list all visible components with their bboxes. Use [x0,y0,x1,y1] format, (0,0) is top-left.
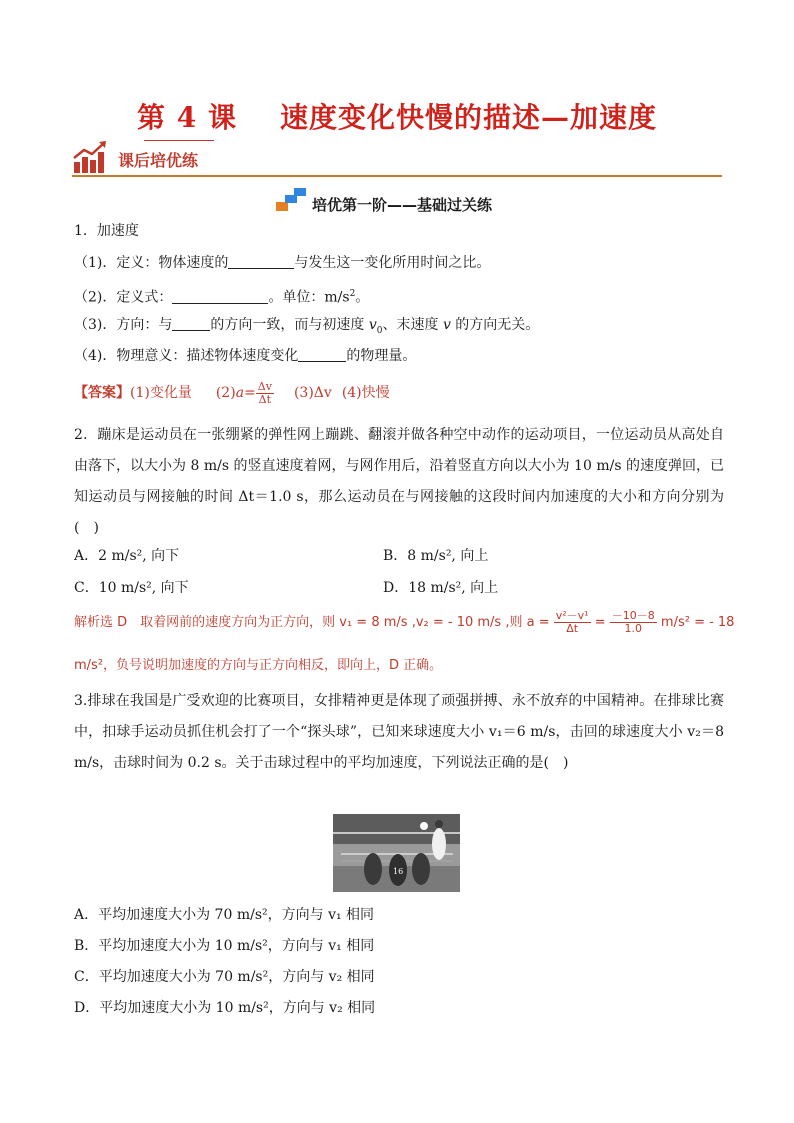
q2-stem: 2．蹦床是运动员在一张绷紧的弹性网上蹦跳、翻滚并做各种空中动作的运动项目，一位运动员从高处自由落下，以大小为 8 m/s 的竖直速度着网，与网作用后，沿着竖直方向以大小为 10 m/s 的速度弹回，已知运动员与网接触的时间 Δt＝1.0 s，那么运动员在与网接触的这段时间内加速度的大小和方向分别为( ) [74,427,724,536]
q3-option-b: B．平均加速度大小为 10 m/s²，方向与 v₁ 相同 [74,938,375,954]
q3-option-a: A．平均加速度大小为 70 m/s²，方向与 v₁ 相同 [74,907,375,923]
q3-stem: 3.排球在我国是广受欢迎的比赛项目，女排精神更是体现了顽强拼搏、永不放弃的中国精神。在排球比赛中，扣球手运动员抓住机会打了一个“探头球”，已知来球速度大小 v₁＝6 m/s，击回的球速度大小 v₂＝8 m/s，击球时间为 0.2 s。关于击球过程中的平均加速度，下列说法正确的是( ) [74,693,724,771]
q2-option-b: B．8 m/s², 向上 [383,548,489,564]
q3-option-d: D．平均加速度大小为 10 m/s²，方向与 v₂ 相同 [74,1000,376,1016]
q1-definition: （1)．定义：物体速度的 与发生这一变化所用时间之比。 [74,255,491,271]
q1-blank-1 [228,254,294,269]
q2-option-c: C．10 m/s², 向下 [74,580,189,596]
q1-blank-4 [298,347,346,362]
q2-solution-fraction-2: $\frac{-10-8}{1.0}$ [611,609,655,635]
stage-heading [0,188,794,218]
header-accent-line [144,140,214,141]
q1-formula: （2)．定义式： 。单位：$m/s^2$。 [74,289,370,306]
q1-blank-3 [172,316,210,331]
q1-stem: 1．加速度 [74,223,139,239]
q1-blank-2 [172,289,268,304]
stage-label: 培优第一阶——基础过关练 [312,196,493,214]
q2-solution-fraction-1: $\frac{\text{v²－v¹}}{\Delta t}$ [555,609,589,635]
section-header [72,140,722,178]
q2-option-a: A．2 m/s², 向下 [74,548,180,564]
page-title: 第 4 课 速度变化快慢的描述—加速度 [137,101,657,134]
q3-option-c: C．平均加速度大小为 70 m/s²，方向与 v₂ 相同 [74,969,375,985]
bar-chart-arrow-icon [72,140,108,174]
jersey-number-16: 16 [393,867,404,876]
q1-answer: 【答案】(1)变化量 (2)a= $\frac{\Delta v}{\Delta t}$ (3)Δv (4)快慢 [74,379,390,406]
steps-icon [276,188,306,212]
q2-option-d: D．18 m/s², 向上 [383,580,499,596]
header-divider [72,175,722,177]
q2-solution-cont: m/s²，负号说明加速度的方向与正方向相反，即向上，D 正确。 [74,658,443,673]
section-label: 课后培优练 [118,151,199,170]
q1-meaning: （4)．物理意义：描述物体速度变化 的物理量。 [74,348,417,364]
q1-direction: （3)．方向：与 的方向一致，而与初速度 $v_0$、末速度 v 的方向无关。 [74,317,540,336]
q2-solution: 解析选 D 取着网前的速度方向为正方向，则 v₁ = 8 m/s ,v₂ = - 10 m/s ,则 a = $\frac{\text{v²－v¹}}{\Delta t}$ = $\frac{-10-8}{1.0}$ m/s² = - 18 [74,609,735,635]
volleyball-photo [333,814,460,892]
q1-answer-fraction: $\frac{\Delta v}{\Delta t}$ [257,379,272,406]
